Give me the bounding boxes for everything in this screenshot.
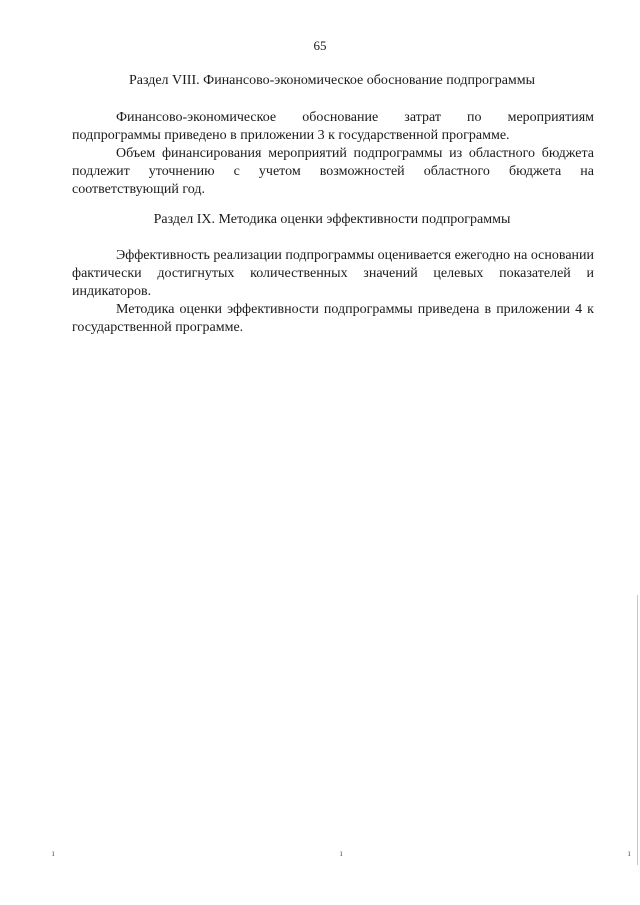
scan-speck: ı [52,848,55,858]
paragraph-efficiency-methodology: Методика оценки эффективности подпрограммы приведена в приложении 4 к государственной программе. [72,302,594,335]
scan-speck: ı [340,848,343,858]
scan-speck: ı [628,848,631,858]
scan-edge-line [637,595,638,865]
paragraph-funding-volume: Объем финансирования мероприятий подпрограммы из областного бюджета подлежит уточнению с учетом возможностей областного бюджета на соответствующий год. [72,146,594,197]
section-heading-viii: Раздел VIII. Финансово-экономическое обоснование подпрограммы [128,73,536,88]
section-heading-ix: Раздел IX. Методика оценки эффективности подпрограммы [153,212,511,227]
page-number: 65 [313,38,327,53]
paragraph-financial-justification: Финансово-экономическое обоснование затрат по мероприятиям подпрограммы приведено в приложении 3 к государственной программе. [72,110,594,143]
paragraph-efficiency-evaluation: Эффективность реализации подпрограммы оценивается ежегодно на основании фактически достигнутых количественных значений целевых показателей и индикаторов. [72,248,595,299]
